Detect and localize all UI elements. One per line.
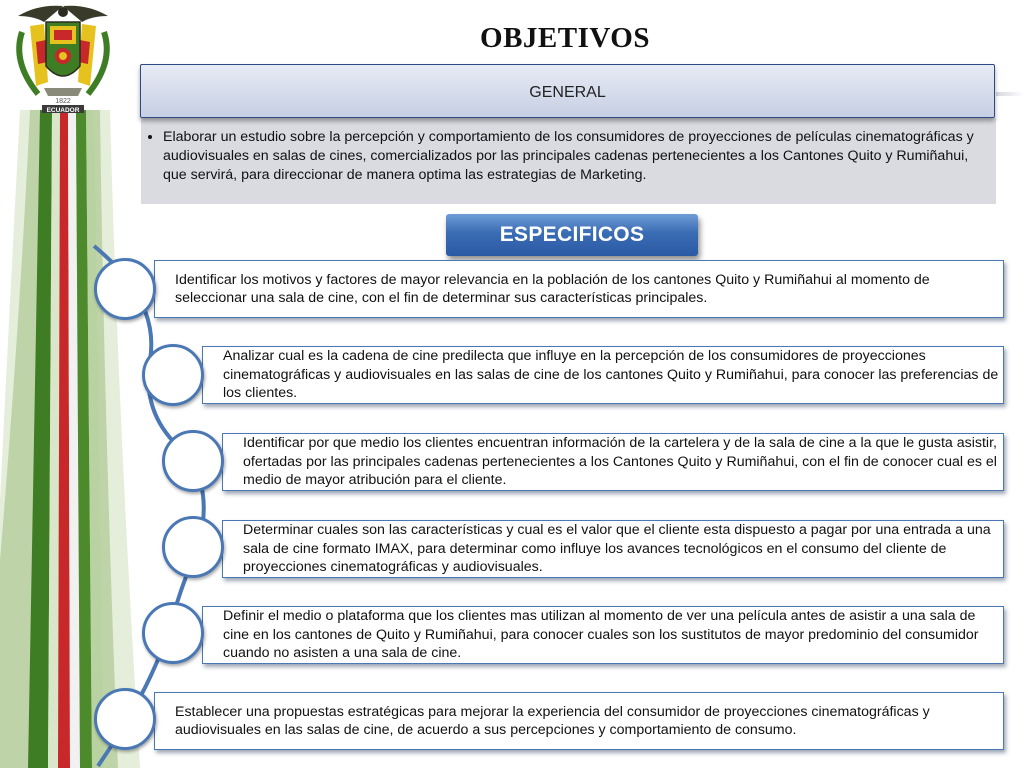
crest-label: ECUADOR (46, 107, 80, 114)
especificos-button (446, 214, 698, 256)
specific-objective-box (202, 606, 1004, 664)
specific-objective-text: Identificar los motivos y factores de mayor relevancia en la población de los cantones Quito y Rumiñahui al momento de seleccionar una sala de cine, con el fin de determinar sus características principales. (175, 271, 930, 306)
general-objective-box (141, 118, 996, 204)
general-header-label: GENERAL (529, 84, 606, 101)
specific-objective-text: Definir el medio o plataforma que los clientes mas utilizan al momento de ver una película antes de asistir a una sala de cine en los cantones de Quito y Rumiñahui, para conocer cuales son los sustitutos de mayor predominio del consumidor cuando no asisten a una sala de cine. (223, 608, 979, 662)
especificos-label: ESPECIFICOS (499, 223, 645, 246)
slide-title: OBJETIVOS (480, 22, 650, 54)
ecuador-crest-logo (8, 2, 118, 114)
specific-objective-text: Establecer una propuestas estratégicas para mejorar la experiencia del consumidor de proyecciones cinematográficas y audiovisuales en las salas de cine, de acuerdo a sus percepciones y comportamiento de consumo. (175, 703, 930, 738)
timeline-circle (162, 516, 224, 578)
general-objective-list (147, 128, 976, 185)
left-decorative-band (0, 0, 140, 768)
timeline-circle (94, 688, 156, 750)
decorative-line (996, 92, 1024, 96)
specific-objective-box (222, 433, 1004, 491)
specific-objective-box (154, 260, 1004, 318)
crest-year: 1822 (55, 98, 71, 105)
timeline-circle (142, 344, 204, 406)
specific-objective-box (202, 346, 1004, 404)
specific-objective-text: Determinar cuales son las características y cual es el valor que el cliente esta dispuesto a pagar por una entrada a una sala de cine formato IMAX, para determinar como influye los avances tecnológicos en el consumo del cliente de proyecciones cinematográficas y audiovisuales. (243, 522, 991, 576)
timeline-circle (94, 258, 156, 320)
specific-objective-box (222, 520, 1004, 578)
general-objective-text: • Elaborar un estudio sobre la percepción y comportamiento de los consumidores de proyecciones de películas cinematográficas y audiovisuales en salas de cines, comercializados por las principales cadenas pertenecientes a los Cantones Quito y Rumiñahui, que servirá, para direccionar de manera optima las estrategias de Marketing. (163, 128, 976, 185)
specific-objective-text: Identificar por que medio los clientes encuentran información de la cartelera y de la sala de cine a la que le gusta asistir, ofertadas por las principales cadenas pertenecientes a los Cantones Quito y Rumiñahui, con el fin de conocer cual es el medio de mayor atribución para el cliente. (243, 435, 997, 489)
specific-objective-text: Analizar cual es la cadena de cine predilecta que influye en la percepción de los consumidores de proyecciones cinematográficas y audiovisuales en las salas de cine de los cantones Quito y Rumiñahui, para conocer las preferencias de los clientes. (223, 348, 999, 402)
timeline-circle (142, 602, 204, 664)
specific-objective-box (154, 692, 1004, 750)
timeline-circle (162, 430, 224, 492)
general-header (140, 64, 995, 118)
